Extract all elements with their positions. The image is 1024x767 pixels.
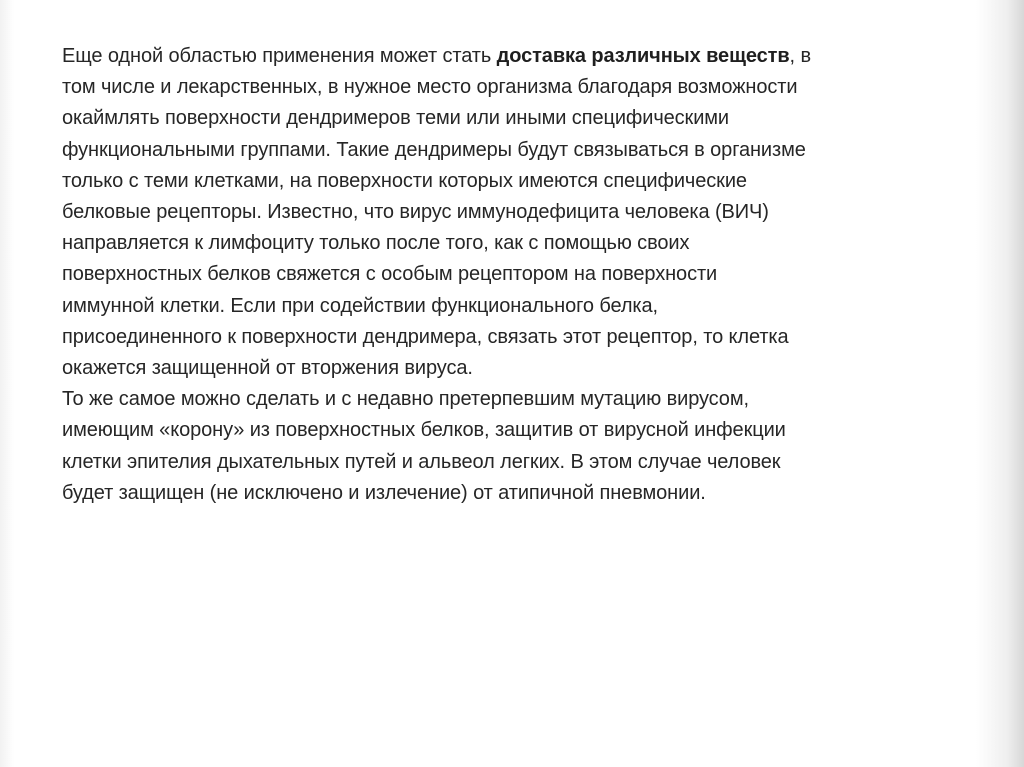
text-line: клетки эпителия дыхательных путей и альвеол легких. В этом случае человек [62, 450, 781, 473]
text-line: том числе и лекарственных, в нужное место организма благодаря возможности [62, 76, 798, 99]
text-segment: Еще одной областью применения может стать [62, 45, 497, 67]
text-line: То же самое можно сделать и с недавно претерпевшим мутацию вирусом, [62, 388, 749, 411]
text-line: будет защищен (не исключено и излечение) от атипичной пневмонии. [62, 481, 706, 504]
paragraph-1 [62, 41, 962, 384]
text-line: направляется к лимфоциту только после того, как с помощью своих [62, 232, 690, 255]
text-line: окажется защищенной от вторжения вируса. [62, 357, 473, 380]
page-edge-shadow-left [0, 0, 14, 767]
text-line: поверхностных белков свяжется с особым рецептором на поверхности [62, 263, 718, 286]
text-segment: , в [789, 45, 811, 67]
bold-phrase: доставка различных веществ [496, 45, 790, 67]
text-line: имеющим «корону» из поверхностных белков, защитив от вирусной инфекции [62, 419, 786, 442]
slide-text-body [62, 41, 962, 509]
text-line: иммунной клетки. Если при содействии функционального белка, [62, 294, 658, 317]
text-line [62, 41, 962, 72]
text-line: окаймлять поверхности дендримеров теми или иными специфическими [62, 107, 730, 130]
text-line: присоединенного к поверхности дендримера, связать этот рецептор, то клетка [62, 325, 789, 348]
text-line: функциональными группами. Такие дендримеры будут связываться в организме [62, 138, 806, 161]
text-line: только с теми клетками, на поверхности которых имеются специфические [62, 169, 747, 192]
text-line: белковые рецепторы. Известно, что вирус иммунодефицита человека (ВИЧ) [62, 201, 769, 224]
paragraph-2 [62, 384, 962, 509]
page-edge-shadow-right [976, 0, 1024, 767]
